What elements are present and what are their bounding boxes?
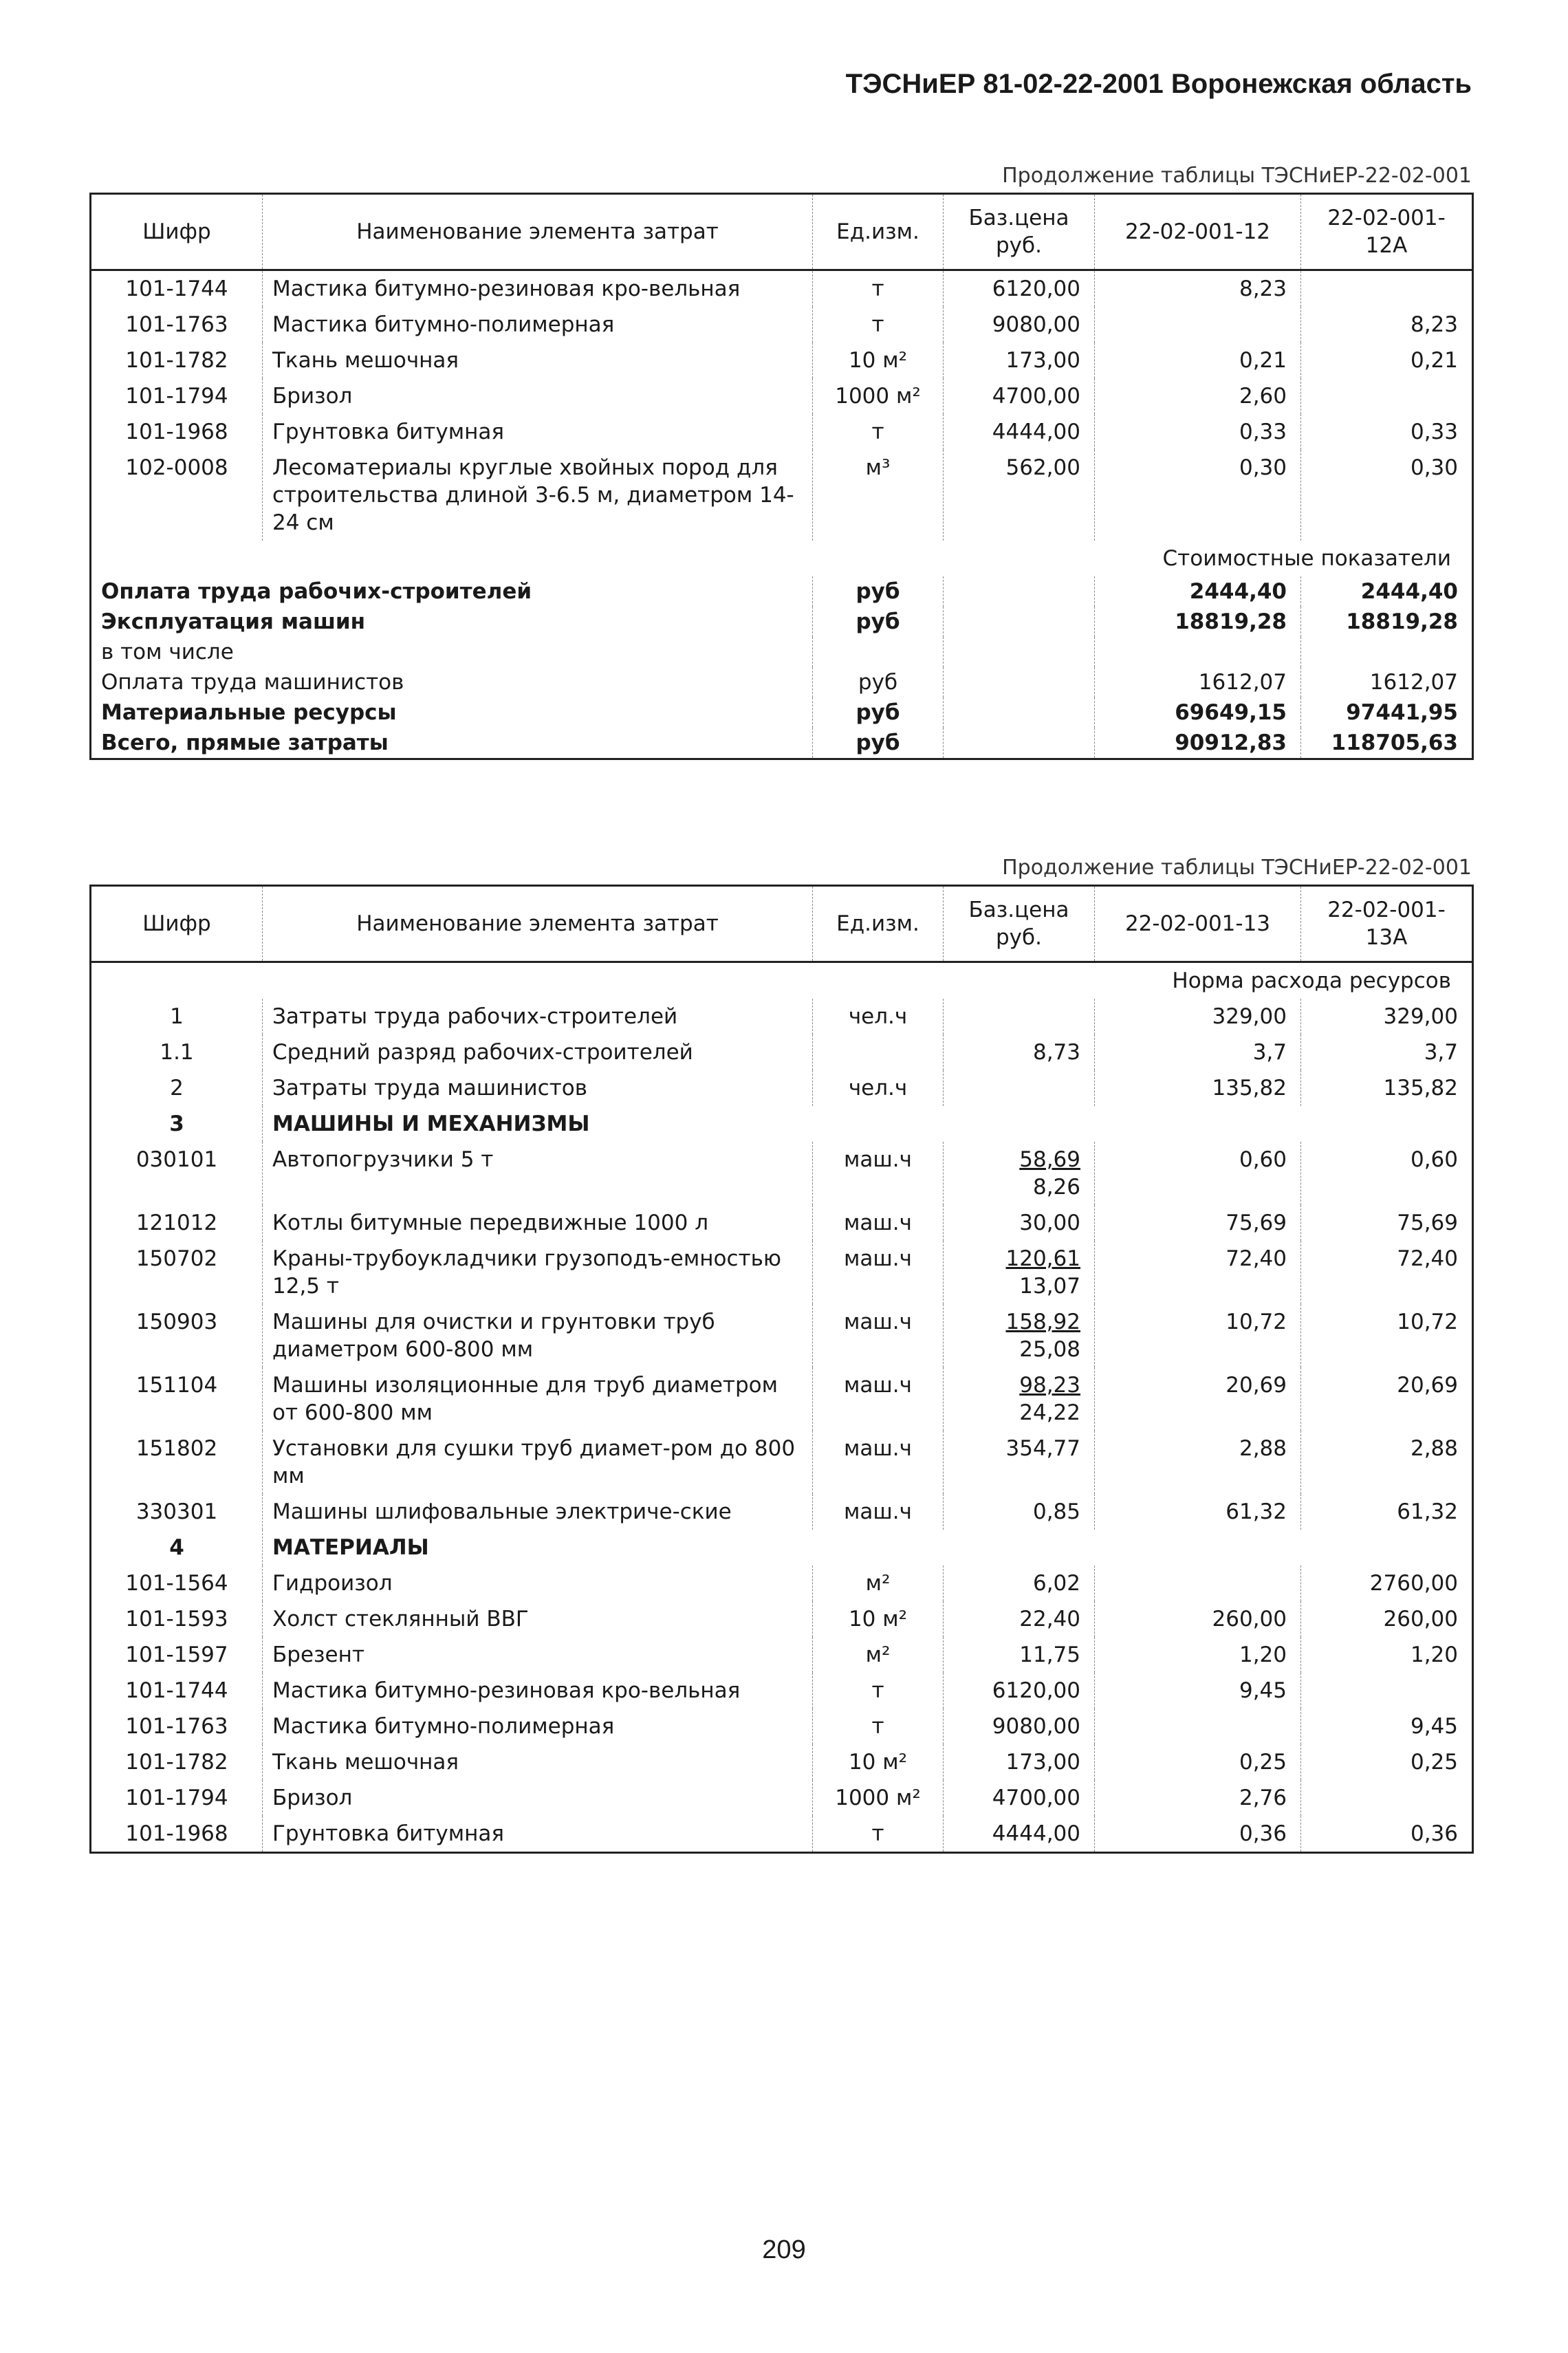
norm-2-cell: 135,82	[1301, 1070, 1473, 1106]
table-row	[91, 1367, 1473, 1431]
norm-2-cell: 2444,40	[1301, 576, 1473, 607]
norm-2-cell: 0,25	[1301, 1744, 1473, 1780]
unit-cell: т	[813, 270, 944, 307]
norm-1-cell: 1,20	[1095, 1637, 1301, 1673]
unit-cell: маш.ч	[813, 1494, 944, 1530]
code-cell: 101-1968	[125, 1821, 228, 1846]
norm-1-cell: 0,36	[1095, 1816, 1301, 1853]
cost-row	[91, 728, 1473, 759]
name-cell: Затраты труда машинистов	[263, 1070, 813, 1106]
name-cell: Машины шлифовальные электриче-ские	[263, 1494, 813, 1530]
price-cell	[944, 999, 1095, 1034]
unit-cell: маш.ч	[813, 1205, 944, 1241]
machine-price: 120,61	[1005, 1246, 1080, 1271]
table-row	[91, 450, 1473, 541]
col-header-norm-2: 22-02-001-13А	[1301, 886, 1473, 962]
norm-1-cell: 260,00	[1095, 1601, 1301, 1637]
unit-cell: т	[813, 414, 944, 450]
unit-cell: м²	[813, 1637, 944, 1673]
table-row	[91, 1070, 1473, 1106]
machine-price: 158,92	[1005, 1310, 1080, 1334]
norm-1-cell: 10,72	[1095, 1304, 1301, 1367]
table-row	[91, 1304, 1473, 1367]
name-cell: Брезент	[263, 1637, 813, 1673]
cost-row	[91, 637, 1473, 667]
cost-name-cell: Оплата труда машинистов	[101, 670, 404, 695]
code-cell: 101-1744	[125, 1678, 228, 1703]
name-cell: Краны-трубоукладчики грузоподъ-емностью 12,5 т	[263, 1241, 813, 1304]
unit-cell: маш.ч	[813, 1304, 944, 1367]
norm-1-cell: 8,23	[1095, 270, 1301, 307]
price-cell: 9080,00	[944, 1709, 1095, 1744]
cost-name-cell: Всего, прямые затраты	[101, 730, 389, 755]
norm-2-cell	[1301, 378, 1473, 414]
norm-2-cell: 20,69	[1301, 1367, 1473, 1431]
price-cell: 4444,00	[944, 1816, 1095, 1853]
operator-wage-price: 24,22	[1019, 1400, 1080, 1425]
page-number: 209	[762, 2235, 806, 2264]
table-row	[91, 1205, 1473, 1241]
table-header-row	[91, 194, 1473, 270]
price-cell	[944, 1142, 1095, 1205]
name-cell: Ткань мешочная	[263, 1744, 813, 1780]
price-cell: 6120,00	[944, 1673, 1095, 1709]
name-cell: Гидроизол	[263, 1565, 813, 1601]
code-cell: 101-1782	[125, 1750, 228, 1775]
unit-cell: руб	[813, 576, 944, 607]
unit-cell: чел.ч	[813, 999, 944, 1034]
code-cell: 1	[170, 1004, 184, 1029]
unit-cell: м²	[813, 1565, 944, 1601]
norm-1-cell: 18819,28	[1095, 607, 1301, 637]
price-cell: 6,02	[944, 1565, 1095, 1601]
norm-2-cell: 0,30	[1301, 450, 1473, 541]
machine-price: 58,69	[1019, 1147, 1080, 1172]
norm-2-cell: 0,60	[1301, 1142, 1473, 1205]
resource-table-2	[89, 885, 1474, 1854]
name-cell: Затраты труда рабочих-строителей	[263, 999, 813, 1034]
name-cell: Средний разряд рабочих-строителей	[263, 1034, 813, 1070]
norm-1-cell: 2,76	[1095, 1780, 1301, 1816]
price-cell: 4700,00	[944, 378, 1095, 414]
unit-cell: 10 м²	[813, 1601, 944, 1637]
table-row	[91, 1709, 1473, 1744]
unit-cell: т	[813, 307, 944, 343]
code-cell: 102-0008	[125, 455, 228, 480]
norm-2-cell: 0,21	[1301, 343, 1473, 378]
name-cell: Грунтовка битумная	[263, 414, 813, 450]
norm-2-cell: 1612,07	[1301, 667, 1473, 697]
code-cell: 101-1763	[125, 312, 228, 337]
price-cell	[944, 728, 1095, 759]
price-cell: 22,40	[944, 1601, 1095, 1637]
norm-2-cell: 3,7	[1301, 1034, 1473, 1070]
col-header-unit: Ед.изм.	[813, 194, 944, 270]
name-cell: Котлы битумные передвижные 1000 л	[263, 1205, 813, 1241]
norm-2-cell: 260,00	[1301, 1601, 1473, 1637]
cost-name-cell: Оплата труда рабочих-строителей	[101, 579, 532, 604]
norm-2-cell: 0,33	[1301, 414, 1473, 450]
col-header-code: Шифр	[91, 194, 263, 270]
price-cell	[944, 1205, 1095, 1241]
code-cell: 101-1794	[125, 384, 228, 409]
table-header-row	[91, 886, 1473, 962]
price-cell: 173,00	[944, 1744, 1095, 1780]
norm-2-cell: 10,72	[1301, 1304, 1473, 1367]
norm-2-cell: 2760,00	[1301, 1565, 1473, 1601]
norm-2-cell: 1,20	[1301, 1637, 1473, 1673]
code-cell: 101-1593	[125, 1607, 228, 1631]
table-row	[91, 1565, 1473, 1601]
section-number: 4	[169, 1535, 184, 1560]
code-cell: 101-1968	[125, 420, 228, 444]
norm-2-cell: 329,00	[1301, 999, 1473, 1034]
code-cell: 121012	[135, 1211, 218, 1235]
norm-2-cell: 18819,28	[1301, 607, 1473, 637]
name-cell: Бризол	[263, 1780, 813, 1816]
table-row	[91, 307, 1473, 343]
operator-wage-price: 25,08	[1019, 1337, 1080, 1362]
norm-2-cell: 97441,95	[1301, 697, 1473, 728]
col-header-norm-1: 22-02-001-12	[1095, 194, 1301, 270]
operator-wage-price: 13,07	[1019, 1274, 1080, 1299]
norm-2-cell	[1301, 637, 1473, 667]
unit-cell	[813, 637, 944, 667]
price-cell	[944, 607, 1095, 637]
cost-row	[91, 667, 1473, 697]
machine-price: 98,23	[1019, 1373, 1080, 1398]
table-row	[91, 1744, 1473, 1780]
unit-cell: маш.ч	[813, 1142, 944, 1205]
resource-table-1	[89, 193, 1474, 760]
name-cell: Бризол	[263, 378, 813, 414]
name-cell: Мастика битумно-полимерная	[263, 307, 813, 343]
col-header-unit: Ед.изм.	[813, 886, 944, 962]
section-title: МАТЕРИАЛЫ	[263, 1530, 1473, 1565]
unit-cell: т	[813, 1673, 944, 1709]
cost-row	[91, 607, 1473, 637]
section-title: МАШИНЫ И МЕХАНИЗМЫ	[263, 1106, 1473, 1142]
price-cell	[944, 1367, 1095, 1431]
col-header-name: Наименование элемента затрат	[263, 194, 813, 270]
unit-cell: руб	[813, 697, 944, 728]
norm-2-cell: 118705,63	[1301, 728, 1473, 759]
machine-price: 0,85	[1032, 1499, 1080, 1524]
unit-cell	[813, 1034, 944, 1070]
code-cell: 330301	[135, 1499, 218, 1524]
table1-caption: Продолжение таблицы ТЭСНиЕР-22-02-001	[1002, 164, 1472, 188]
table-row	[91, 1241, 1473, 1304]
norm-1-cell: 72,40	[1095, 1241, 1301, 1304]
norm-2-cell: 61,32	[1301, 1494, 1473, 1530]
norm-2-cell: 8,23	[1301, 307, 1473, 343]
norm-2-cell: 75,69	[1301, 1205, 1473, 1241]
machine-price: 354,77	[1005, 1436, 1080, 1461]
code-cell: 101-1763	[125, 1714, 228, 1739]
price-cell: 4444,00	[944, 414, 1095, 450]
norm-2-cell: 9,45	[1301, 1709, 1473, 1744]
machine-price: 30,00	[1019, 1211, 1080, 1235]
section-label: Норма расхода ресурсов	[1172, 968, 1451, 993]
code-cell: 150702	[135, 1246, 218, 1271]
cost-name-cell: Эксплуатация машин	[101, 609, 366, 634]
table-row	[91, 378, 1473, 414]
operator-wage-price: 8,26	[1032, 1175, 1080, 1200]
col-header-price: Баз.цена руб.	[944, 886, 1095, 962]
name-cell: Холст стеклянный ВВГ	[263, 1601, 813, 1637]
unit-cell: т	[813, 1709, 944, 1744]
unit-cell: маш.ч	[813, 1431, 944, 1494]
norm-1-cell: 0,60	[1095, 1142, 1301, 1205]
name-cell: Лесоматериалы круглые хвойных пород для строительства длиной 3-6.5 м, диаметром 14-24 см	[263, 450, 813, 541]
norm-1-cell	[1095, 637, 1301, 667]
name-cell: Мастика битумно-резиновая кро-вельная	[263, 1673, 813, 1709]
norm-1-cell: 69649,15	[1095, 697, 1301, 728]
code-cell: 151802	[135, 1436, 218, 1461]
name-cell: Машины изоляционные для труб диаметром от 600-800 мм	[263, 1367, 813, 1431]
table-row	[91, 414, 1473, 450]
section-label: Стоимостные показатели	[1162, 546, 1451, 571]
unit-cell: руб	[813, 607, 944, 637]
norm-1-cell: 329,00	[1095, 999, 1301, 1034]
norm-1-cell: 0,33	[1095, 414, 1301, 450]
price-cell	[944, 1241, 1095, 1304]
name-cell: Мастика битумно-полимерная	[263, 1709, 813, 1744]
col-header-price: Баз.цена руб.	[944, 194, 1095, 270]
table-row	[91, 1431, 1473, 1494]
name-cell: Грунтовка битумная	[263, 1816, 813, 1853]
norm-1-cell: 90912,83	[1095, 728, 1301, 759]
norm-1-cell: 135,82	[1095, 1070, 1301, 1106]
price-cell	[944, 637, 1095, 667]
norm-2-cell	[1301, 270, 1473, 307]
table-row	[91, 1142, 1473, 1205]
norm-1-cell: 75,69	[1095, 1205, 1301, 1241]
price-cell: 8,73	[944, 1034, 1095, 1070]
code-cell: 1.1	[160, 1040, 194, 1065]
table-row	[91, 1034, 1473, 1070]
unit-cell: 1000 м²	[813, 1780, 944, 1816]
cost-name-cell: в том числе	[101, 640, 234, 664]
code-cell: 101-1564	[125, 1571, 228, 1596]
price-cell	[944, 576, 1095, 607]
norm-2-cell: 2,88	[1301, 1431, 1473, 1494]
unit-cell: т	[813, 1816, 944, 1853]
table-row	[91, 1780, 1473, 1816]
norm-1-cell: 0,21	[1095, 343, 1301, 378]
col-header-norm-2: 22-02-001-12А	[1301, 194, 1473, 270]
section-label-row	[91, 541, 1473, 576]
norm-1-cell	[1095, 1565, 1301, 1601]
norm-1-cell: 0,25	[1095, 1744, 1301, 1780]
price-cell: 6120,00	[944, 270, 1095, 307]
code-cell: 101-1744	[125, 276, 228, 301]
code-cell: 151104	[135, 1373, 218, 1398]
col-header-code: Шифр	[91, 886, 263, 962]
cost-name-cell: Материальные ресурсы	[101, 700, 397, 725]
price-cell	[944, 667, 1095, 697]
unit-cell: маш.ч	[813, 1367, 944, 1431]
section-number: 3	[169, 1112, 184, 1136]
name-cell: Ткань мешочная	[263, 343, 813, 378]
norm-2-cell: 72,40	[1301, 1241, 1473, 1304]
table-row	[91, 1601, 1473, 1637]
unit-cell: чел.ч	[813, 1070, 944, 1106]
norm-2-cell	[1301, 1780, 1473, 1816]
norm-1-cell	[1095, 1709, 1301, 1744]
section-header-row	[91, 1106, 1473, 1142]
price-cell: 173,00	[944, 343, 1095, 378]
norm-1-cell: 61,32	[1095, 1494, 1301, 1530]
price-cell	[944, 1431, 1095, 1494]
section-label-row	[91, 962, 1473, 999]
norm-1-cell: 0,30	[1095, 450, 1301, 541]
section-header-row	[91, 1530, 1473, 1565]
norm-1-cell: 20,69	[1095, 1367, 1301, 1431]
code-cell: 101-1794	[125, 1786, 228, 1810]
norm-1-cell: 9,45	[1095, 1673, 1301, 1709]
table-row	[91, 1816, 1473, 1853]
cost-row	[91, 697, 1473, 728]
price-cell: 11,75	[944, 1637, 1095, 1673]
code-cell: 2	[170, 1076, 184, 1100]
norm-2-cell: 0,36	[1301, 1816, 1473, 1853]
table2-caption: Продолжение таблицы ТЭСНиЕР-22-02-001	[1002, 856, 1472, 880]
page-title: ТЭСНиЕР 81-02-22-2001 Воронежская область	[845, 69, 1472, 99]
unit-cell: 10 м²	[813, 343, 944, 378]
price-cell: 9080,00	[944, 307, 1095, 343]
unit-cell: руб	[813, 667, 944, 697]
price-cell	[944, 697, 1095, 728]
price-cell	[944, 1070, 1095, 1106]
norm-1-cell: 2,88	[1095, 1431, 1301, 1494]
price-cell	[944, 1494, 1095, 1530]
table-row	[91, 1673, 1473, 1709]
price-cell	[944, 1304, 1095, 1367]
unit-cell: маш.ч	[813, 1241, 944, 1304]
table-row	[91, 270, 1473, 307]
norm-1-cell	[1095, 307, 1301, 343]
table-row	[91, 343, 1473, 378]
table-row	[91, 1494, 1473, 1530]
col-header-norm-1: 22-02-001-13	[1095, 886, 1301, 962]
price-cell: 562,00	[944, 450, 1095, 541]
unit-cell: м³	[813, 450, 944, 541]
unit-cell: руб	[813, 728, 944, 759]
norm-2-cell	[1301, 1673, 1473, 1709]
norm-1-cell: 1612,07	[1095, 667, 1301, 697]
norm-1-cell: 2,60	[1095, 378, 1301, 414]
table-row	[91, 999, 1473, 1034]
code-cell: 101-1782	[125, 348, 228, 373]
code-cell: 030101	[135, 1147, 218, 1172]
norm-1-cell: 3,7	[1095, 1034, 1301, 1070]
code-cell: 150903	[135, 1310, 218, 1334]
norm-1-cell: 2444,40	[1095, 576, 1301, 607]
unit-cell: 10 м²	[813, 1744, 944, 1780]
price-cell: 4700,00	[944, 1780, 1095, 1816]
unit-cell: 1000 м²	[813, 378, 944, 414]
name-cell: Мастика битумно-резиновая кро-вельная	[263, 270, 813, 307]
col-header-name: Наименование элемента затрат	[263, 886, 813, 962]
code-cell: 101-1597	[125, 1642, 228, 1667]
table-row	[91, 1637, 1473, 1673]
name-cell: Машины для очистки и грунтовки труб диаметром 600-800 мм	[263, 1304, 813, 1367]
name-cell: Автопогрузчики 5 т	[263, 1142, 813, 1205]
name-cell: Установки для сушки труб диамет-ром до 800 мм	[263, 1431, 813, 1494]
cost-row	[91, 576, 1473, 607]
